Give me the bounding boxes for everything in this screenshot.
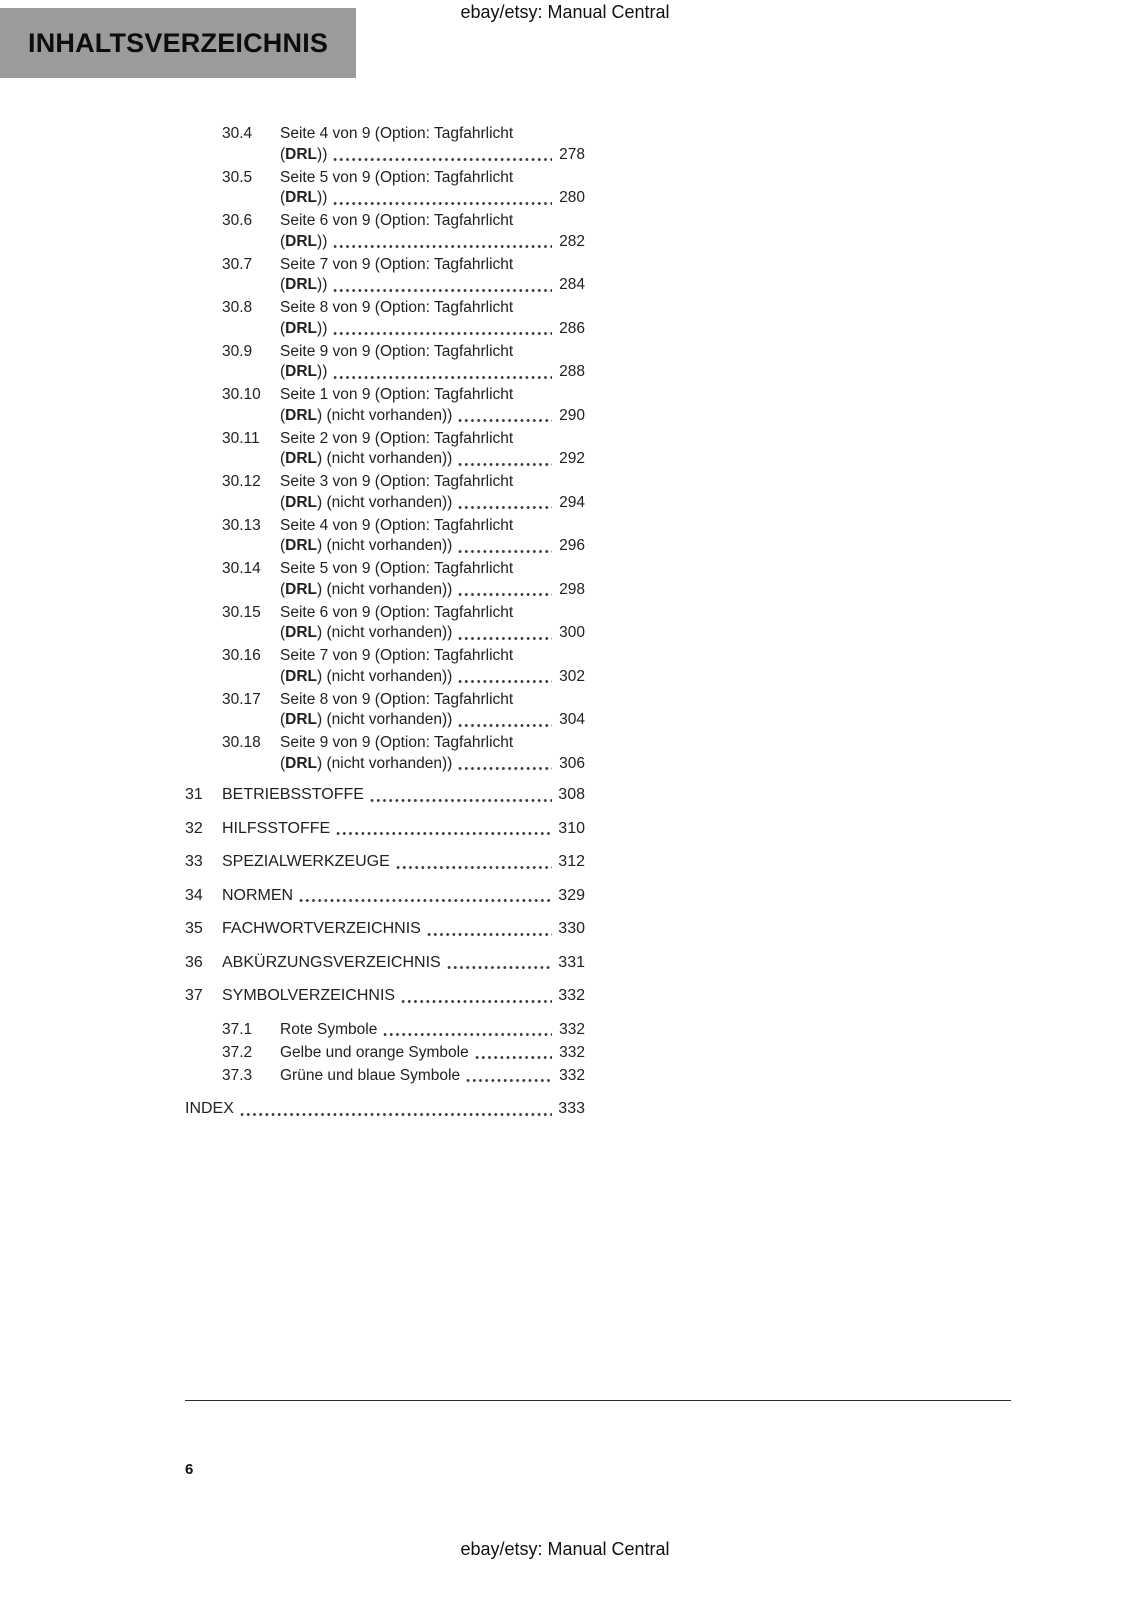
entry-body bbox=[280, 168, 585, 209]
entry-title-line2 bbox=[280, 667, 585, 688]
page-number: 286 bbox=[559, 319, 585, 337]
entry-title-line1: Seite 3 von 9 (Option: Tagfahrlicht bbox=[280, 473, 514, 490]
toc-entry bbox=[222, 646, 585, 687]
entry-number: 30.10 bbox=[222, 386, 261, 403]
entry-body bbox=[280, 211, 585, 252]
index-title: INDEX bbox=[185, 1100, 234, 1117]
entry-title-line1: Seite 5 von 9 (Option: Tagfahrlicht bbox=[280, 560, 514, 577]
entry-number: 30.4 bbox=[222, 125, 253, 142]
page-number: 298 bbox=[559, 580, 585, 598]
page-number: 333 bbox=[558, 1100, 585, 1117]
entry-title-line1: Seite 8 von 9 (Option: Tagfahrlicht bbox=[280, 690, 514, 708]
dot-leader bbox=[239, 1112, 552, 1117]
entry-body bbox=[280, 516, 585, 557]
entry-number: 30.12 bbox=[222, 473, 261, 490]
chapter-title: HILFSSTOFFE bbox=[222, 819, 331, 837]
paren-close: ) (nicht vorhanden)) bbox=[317, 580, 453, 598]
paren-open: ( bbox=[280, 537, 286, 554]
dot-leader bbox=[465, 1078, 552, 1083]
chapter-title: SPEZIALWERKZEUGE bbox=[222, 853, 390, 870]
drl-bold: DRL bbox=[285, 232, 318, 250]
entry-body bbox=[280, 385, 585, 426]
footer-title: ebay/etsy: Manual Central bbox=[460, 1539, 670, 1559]
entry-body bbox=[280, 472, 585, 513]
paren-open: ( bbox=[280, 450, 286, 467]
entry-title-line2-text bbox=[280, 188, 327, 209]
chapter-number: 36 bbox=[185, 953, 203, 971]
entry-number: 30.17 bbox=[222, 690, 261, 708]
entry-title-line2-text bbox=[280, 623, 452, 644]
paren-close: )) bbox=[317, 189, 328, 206]
entry-title-line2 bbox=[280, 623, 585, 644]
page-number: 308 bbox=[558, 786, 585, 803]
drl-bold: DRL bbox=[285, 276, 318, 293]
entry-body bbox=[280, 646, 585, 687]
dot-leader bbox=[457, 462, 552, 467]
entry-title-line1: Seite 6 von 9 (Option: Tagfahrlicht bbox=[280, 212, 514, 229]
entry-body bbox=[280, 298, 585, 339]
entry-body bbox=[280, 733, 585, 774]
dot-leader bbox=[332, 244, 552, 249]
entry-title-line2 bbox=[280, 449, 585, 470]
entry-title-line2-text bbox=[280, 754, 452, 775]
toc-entry bbox=[222, 733, 585, 774]
paren-open: ( bbox=[280, 667, 286, 685]
dot-leader bbox=[332, 201, 552, 206]
page-number: 330 bbox=[558, 920, 585, 937]
page-number: 290 bbox=[559, 406, 585, 424]
drl-bold: DRL bbox=[285, 493, 318, 511]
page-number: 294 bbox=[559, 493, 585, 511]
drl-bold: DRL bbox=[285, 189, 318, 206]
entry-body bbox=[280, 690, 585, 731]
paren-close: )) bbox=[317, 319, 328, 337]
drl-bold: DRL bbox=[285, 537, 318, 554]
dot-leader bbox=[457, 766, 552, 771]
entry-title-line1: Seite 4 von 9 (Option: Tagfahrlicht bbox=[280, 516, 514, 534]
entry-title-line2-text bbox=[280, 275, 327, 296]
entry-title-line2 bbox=[280, 188, 585, 209]
dot-leader bbox=[457, 505, 552, 510]
paren-close: ) (nicht vorhanden)) bbox=[317, 667, 453, 685]
entry-number: 30.13 bbox=[222, 516, 261, 534]
entry-title-line1: Seite 7 von 9 (Option: Tagfahrlicht bbox=[280, 647, 514, 664]
dot-leader bbox=[332, 375, 552, 380]
drl-bold: DRL bbox=[285, 406, 318, 424]
entry-number: 37.3 bbox=[222, 1066, 253, 1084]
entry-number: 30.18 bbox=[222, 734, 261, 751]
entry-number: 30.14 bbox=[222, 560, 261, 577]
page-number: 312 bbox=[558, 853, 585, 870]
drl-bold: DRL bbox=[285, 580, 318, 598]
toc-entry bbox=[222, 603, 585, 644]
entry-title-line1: Seite 6 von 9 (Option: Tagfahrlicht bbox=[280, 603, 514, 621]
paren-open: ( bbox=[280, 754, 286, 772]
entry-body bbox=[280, 255, 585, 296]
paren-open: ( bbox=[280, 624, 286, 641]
entry-title-line1: Seite 8 von 9 (Option: Tagfahrlicht bbox=[280, 299, 514, 316]
drl-bold: DRL bbox=[285, 624, 318, 641]
paren-close: )) bbox=[317, 363, 328, 380]
dot-leader bbox=[457, 636, 552, 641]
page-heading: INHALTSVERZEICHNIS bbox=[28, 27, 329, 58]
entry-title-line2 bbox=[280, 145, 585, 166]
drl-bold: DRL bbox=[285, 363, 318, 380]
entry-title-line2-text bbox=[280, 536, 452, 557]
entry-title-line2-text bbox=[280, 449, 452, 470]
dot-leader bbox=[457, 418, 552, 423]
chapter-title: NORMEN bbox=[222, 886, 294, 904]
toc-entry bbox=[222, 124, 585, 165]
drl-bold: DRL bbox=[285, 754, 318, 772]
paren-open: ( bbox=[280, 145, 286, 163]
page-number: 306 bbox=[559, 754, 585, 772]
toc-index-entry bbox=[185, 1099, 585, 1120]
entry-title-line2-text bbox=[280, 362, 327, 383]
entry-number: 30.6 bbox=[222, 212, 253, 229]
chapter-title: BETRIEBSSTOFFE bbox=[222, 786, 364, 803]
page-number: 296 bbox=[559, 537, 585, 554]
toc-entry bbox=[222, 298, 585, 339]
dot-leader bbox=[457, 679, 552, 684]
entry-title-line1: Seite 1 von 9 (Option: Tagfahrlicht bbox=[280, 386, 514, 403]
paren-open: ( bbox=[280, 580, 286, 598]
entry-title: Grüne und blaue Symbole bbox=[280, 1066, 461, 1084]
page-number: 302 bbox=[559, 667, 585, 685]
dot-leader bbox=[426, 932, 552, 937]
dot-leader bbox=[332, 288, 552, 293]
entry-title-line1: Seite 2 von 9 (Option: Tagfahrlicht bbox=[280, 429, 514, 447]
header-title: ebay/etsy: Manual Central bbox=[460, 2, 670, 22]
dot-leader bbox=[298, 898, 552, 903]
dot-leader bbox=[457, 549, 552, 554]
toc-entry bbox=[222, 429, 585, 470]
dot-leader bbox=[457, 723, 552, 728]
entry-title-line2 bbox=[280, 406, 585, 427]
entry-title: Gelbe und orange Symbole bbox=[280, 1043, 469, 1061]
page-number: 329 bbox=[558, 886, 585, 904]
paren-close: ) (nicht vorhanden)) bbox=[317, 493, 453, 511]
chapter-title: ABKÜRZUNGSVERZEICHNIS bbox=[222, 953, 441, 971]
entry-title-line2-text bbox=[280, 580, 452, 601]
paren-close: ) (nicht vorhanden)) bbox=[317, 537, 453, 554]
toc-chapter-entry bbox=[185, 785, 585, 806]
dot-leader bbox=[332, 157, 552, 162]
toc-section-30-subentries bbox=[185, 124, 585, 774]
page-number: 331 bbox=[558, 953, 585, 971]
toc-chapter-entry bbox=[185, 852, 585, 873]
entry-title: Rote Symbole bbox=[280, 1020, 378, 1038]
entry-title-line1: Seite 7 von 9 (Option: Tagfahrlicht bbox=[280, 255, 514, 273]
entry-title-line2 bbox=[280, 232, 585, 253]
drl-bold: DRL bbox=[285, 667, 318, 685]
paren-close: )) bbox=[317, 145, 328, 163]
page-number: 278 bbox=[559, 145, 585, 163]
entry-title-line2-text bbox=[280, 493, 452, 514]
toc-entry bbox=[222, 211, 585, 252]
dot-leader bbox=[446, 965, 552, 970]
drl-bold: DRL bbox=[285, 450, 318, 467]
page-number: 288 bbox=[559, 363, 585, 380]
dot-leader bbox=[369, 798, 552, 803]
entry-number: 30.11 bbox=[222, 429, 260, 447]
entry-title-line1: Seite 9 von 9 (Option: Tagfahrlicht bbox=[280, 342, 514, 360]
entry-body bbox=[280, 429, 585, 470]
toc-entry bbox=[222, 168, 585, 209]
chapter-number: 32 bbox=[185, 819, 203, 837]
paren-close: )) bbox=[317, 276, 328, 293]
entry-title-line1: Seite 4 von 9 (Option: Tagfahrlicht bbox=[280, 125, 514, 142]
entry-number: 30.9 bbox=[222, 342, 253, 360]
entry-number: 37.1 bbox=[222, 1020, 253, 1038]
toc-chapter-entry bbox=[185, 986, 585, 1007]
toc-entry bbox=[222, 1066, 585, 1087]
page-number: 284 bbox=[559, 276, 585, 293]
dot-leader bbox=[400, 999, 552, 1004]
entry-body bbox=[280, 124, 585, 165]
paren-open: ( bbox=[280, 406, 286, 424]
page-number: 332 bbox=[559, 1066, 585, 1084]
paren-open: ( bbox=[280, 276, 286, 293]
dot-leader bbox=[382, 1032, 552, 1037]
entry-title-line2 bbox=[280, 275, 585, 296]
entry-title-line2-text bbox=[280, 319, 327, 340]
entry-title-line2-text bbox=[280, 406, 452, 427]
page-number: 332 bbox=[559, 1043, 585, 1061]
toc-chapter-entry bbox=[185, 953, 585, 974]
entry-number: 30.15 bbox=[222, 603, 261, 621]
chapter-title: SYMBOLVERZEICHNIS bbox=[222, 987, 396, 1004]
page-number: 310 bbox=[558, 819, 585, 837]
page-number: 280 bbox=[559, 189, 585, 206]
dot-leader bbox=[474, 1055, 552, 1060]
paren-open: ( bbox=[280, 711, 286, 728]
entry-number: 30.7 bbox=[222, 255, 253, 273]
entry-title-line1: Seite 5 von 9 (Option: Tagfahrlicht bbox=[280, 168, 514, 186]
entry-body bbox=[280, 603, 585, 644]
footer-divider bbox=[185, 1400, 1011, 1401]
paren-open: ( bbox=[280, 232, 286, 250]
toc-chapter-entry bbox=[185, 886, 585, 907]
paren-open: ( bbox=[280, 319, 286, 337]
entry-title-line2 bbox=[280, 754, 585, 775]
chapter-number: 37 bbox=[185, 987, 203, 1004]
entry-title-line2-text bbox=[280, 145, 327, 166]
page-number: 332 bbox=[558, 987, 585, 1004]
entry-title-line2 bbox=[280, 580, 585, 601]
entry-title-line2 bbox=[280, 536, 585, 557]
page-number: 282 bbox=[559, 232, 585, 250]
chapter-number: 34 bbox=[185, 886, 203, 904]
dot-leader bbox=[335, 831, 552, 836]
drl-bold: DRL bbox=[285, 145, 318, 163]
entry-title-line2-text bbox=[280, 667, 452, 688]
footer-page-number: 6 bbox=[185, 1461, 194, 1478]
toc-entry bbox=[222, 1020, 585, 1041]
paren-close: ) (nicht vorhanden)) bbox=[317, 711, 453, 728]
entry-body bbox=[280, 342, 585, 383]
paren-close: ) (nicht vorhanden)) bbox=[317, 450, 453, 467]
toc-chapter-entry bbox=[185, 819, 585, 840]
paren-close: ) (nicht vorhanden)) bbox=[317, 406, 453, 424]
entry-title-line2-text bbox=[280, 232, 327, 253]
page-number: 300 bbox=[559, 624, 585, 641]
entry-title-line2 bbox=[280, 493, 585, 514]
paren-close: ) (nicht vorhanden)) bbox=[317, 754, 453, 772]
drl-bold: DRL bbox=[285, 711, 318, 728]
toc-entry bbox=[222, 1043, 585, 1064]
entry-number: 37.2 bbox=[222, 1043, 253, 1061]
entry-body bbox=[280, 559, 585, 600]
paren-open: ( bbox=[280, 189, 286, 206]
toc-entry bbox=[222, 690, 585, 731]
toc-chapters bbox=[185, 785, 585, 1007]
paren-open: ( bbox=[280, 363, 286, 380]
dot-leader bbox=[332, 331, 552, 336]
toc-entry bbox=[222, 559, 585, 600]
paren-open: ( bbox=[280, 493, 286, 511]
paren-close: ) (nicht vorhanden)) bbox=[317, 624, 453, 641]
chapter-title: FACHWORTVERZEICHNIS bbox=[222, 920, 421, 937]
chapter-number: 35 bbox=[185, 920, 203, 937]
drl-bold: DRL bbox=[285, 319, 318, 337]
chapter-number: 31 bbox=[185, 786, 203, 803]
entry-title-line2-text bbox=[280, 710, 452, 731]
toc-entry bbox=[222, 342, 585, 383]
entry-number: 30.16 bbox=[222, 647, 261, 664]
entry-title-line1: Seite 9 von 9 (Option: Tagfahrlicht bbox=[280, 734, 514, 751]
toc-entry bbox=[222, 255, 585, 296]
entry-title-line2 bbox=[280, 319, 585, 340]
entry-title-line2 bbox=[280, 710, 585, 731]
dot-leader bbox=[457, 592, 552, 597]
paren-close: )) bbox=[317, 232, 328, 250]
toc-entry bbox=[222, 516, 585, 557]
toc-entry bbox=[222, 472, 585, 513]
dot-leader bbox=[395, 865, 552, 870]
page-number: 332 bbox=[559, 1020, 585, 1038]
page-number: 304 bbox=[559, 711, 585, 728]
toc-section-37-subentries bbox=[185, 1020, 585, 1087]
toc-entry bbox=[222, 385, 585, 426]
page-heading-banner bbox=[0, 8, 356, 78]
entry-title-line2 bbox=[280, 362, 585, 383]
table-of-contents bbox=[185, 124, 585, 1120]
entry-number: 30.5 bbox=[222, 168, 253, 186]
entry-number: 30.8 bbox=[222, 299, 253, 316]
chapter-number: 33 bbox=[185, 853, 203, 870]
page-number: 292 bbox=[559, 450, 585, 467]
toc-chapter-entry bbox=[185, 919, 585, 940]
